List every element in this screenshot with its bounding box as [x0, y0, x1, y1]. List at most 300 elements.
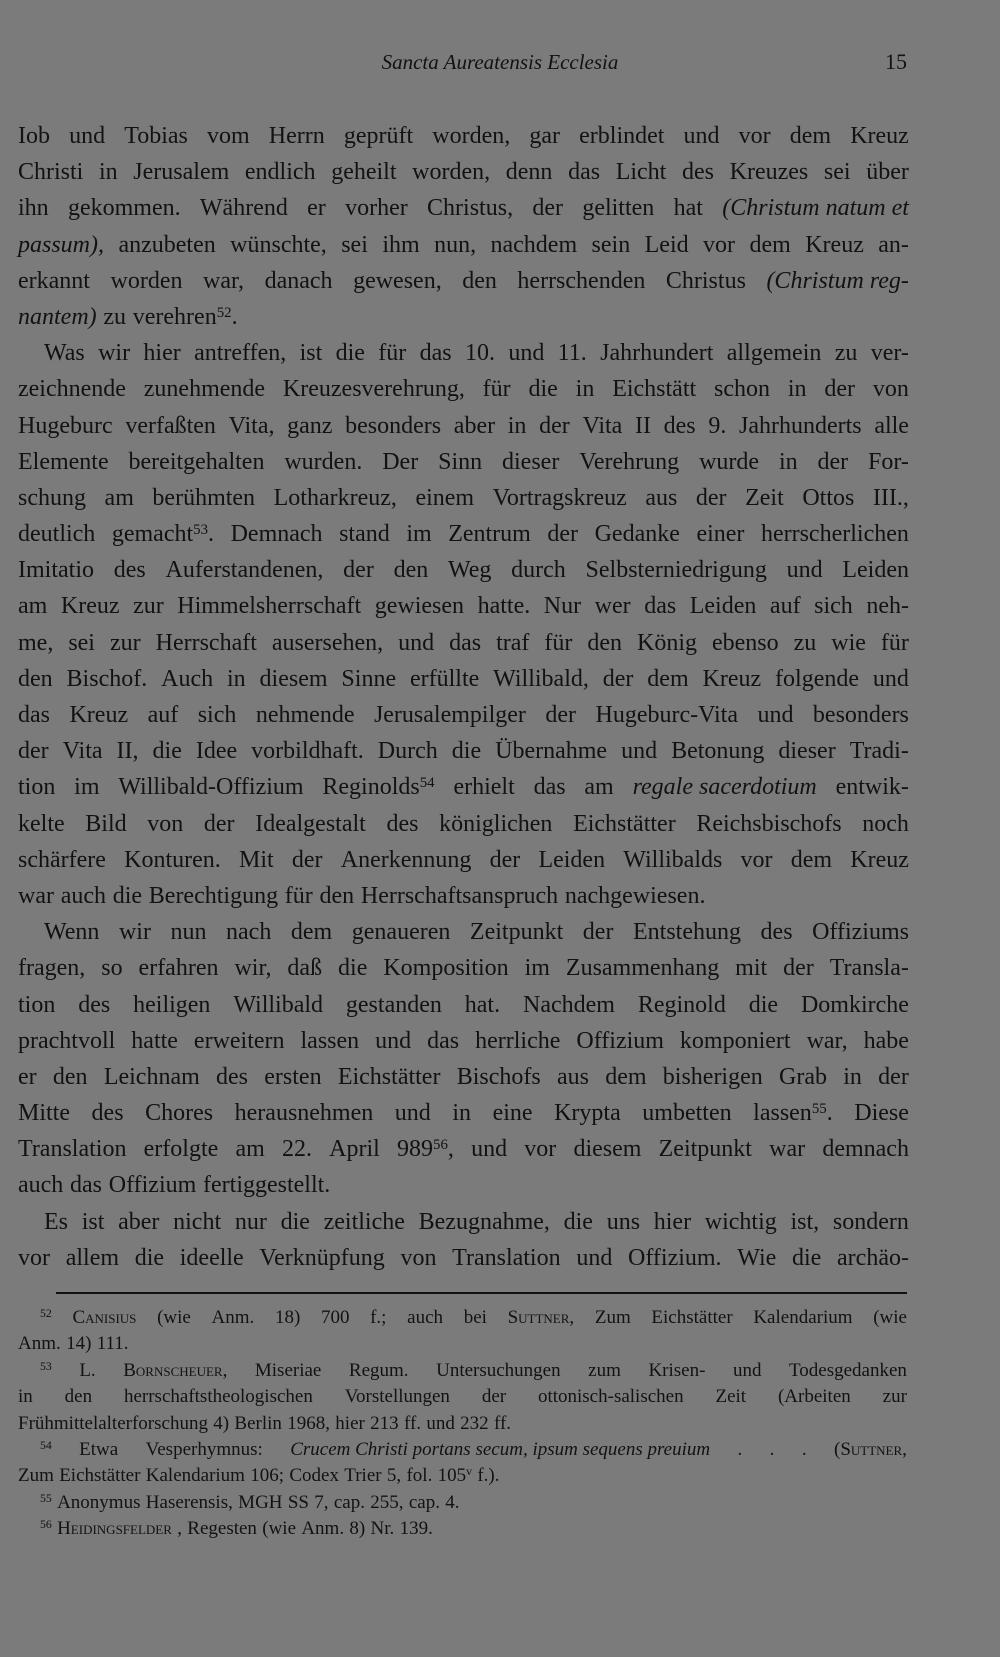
word: auch [18, 1172, 64, 1199]
word: den [587, 629, 623, 656]
word: nach [226, 919, 272, 946]
word: des [78, 991, 111, 1018]
footnote-divider [56, 1292, 907, 1294]
word: war, [806, 1027, 848, 1054]
word-group [792, 1240, 821, 1276]
word: ganz [287, 412, 333, 439]
word: für [880, 629, 909, 656]
word: Trier [344, 1465, 382, 1487]
footnote-line [18, 1411, 907, 1437]
word-group [118, 1204, 159, 1240]
word: nicht [173, 1208, 222, 1235]
word-group [738, 1437, 743, 1463]
word: Himmelsherrschaft [177, 593, 362, 620]
word-group [255, 806, 366, 842]
word: gewiesen [374, 593, 465, 620]
word-group [778, 1384, 851, 1410]
word-group [18, 444, 109, 480]
word-group [483, 371, 511, 407]
word: Vesperhymnus: [145, 1438, 263, 1460]
word: des [113, 557, 146, 584]
word: ( [833, 1438, 841, 1460]
word: Krypta [554, 1100, 621, 1127]
word: wurden. [284, 448, 363, 475]
word: sein [591, 231, 631, 258]
word-group [18, 661, 53, 697]
word: die [528, 376, 558, 403]
word-group [584, 769, 613, 805]
word: Krisen- [648, 1359, 706, 1381]
word-group [374, 697, 526, 733]
word: Licht [615, 159, 667, 186]
word: Idealgestalt [255, 810, 366, 837]
word-group [287, 1411, 330, 1437]
word: des [216, 1063, 249, 1090]
word-group [260, 661, 328, 697]
word: das [18, 702, 50, 728]
word: Iob [18, 123, 50, 149]
word: berühmten [152, 484, 256, 511]
word-group [69, 118, 105, 154]
word: Konturen. [124, 846, 221, 873]
word-group [187, 1516, 257, 1542]
word-group [671, 733, 764, 769]
word: Jerusalempilger [373, 702, 526, 728]
word-group [394, 552, 429, 588]
word-group [529, 371, 558, 407]
word-group [633, 914, 741, 950]
word: allem [65, 1244, 120, 1271]
word-group [18, 697, 50, 733]
word-group [638, 987, 726, 1023]
word: Imitatio [18, 557, 94, 584]
word: . [826, 1100, 833, 1127]
word-group [843, 1059, 862, 1095]
word-group [18, 118, 50, 154]
word-group [301, 1023, 360, 1059]
word: genaueren [351, 919, 451, 946]
running-title: Sancta Aureatensis Ecclesia [381, 50, 619, 74]
word-group [144, 371, 265, 407]
word-group [344, 118, 413, 154]
word-group [824, 371, 855, 407]
word-group [370, 1305, 386, 1331]
word-group [745, 480, 784, 516]
word: Komposition [383, 955, 509, 982]
word: am [235, 1136, 265, 1163]
word-group [812, 914, 909, 950]
word: in [507, 412, 527, 439]
word: erkannt [18, 267, 90, 294]
word-group [112, 516, 214, 552]
word: komponiert [679, 1027, 791, 1054]
word-group [680, 1023, 791, 1059]
word: den [393, 557, 429, 584]
word-group [779, 444, 798, 480]
word-group [124, 842, 221, 878]
word: . [801, 1438, 807, 1460]
word: ihm [382, 231, 420, 258]
footnote-ref: 53 [40, 1359, 52, 1373]
word: zeitliche [323, 1208, 405, 1235]
body-line [18, 625, 909, 661]
word: hier [335, 1412, 365, 1434]
word: 139. [399, 1518, 433, 1540]
word-group [427, 190, 513, 226]
word: Leid [644, 231, 689, 258]
word-group [616, 154, 667, 190]
word: Hugeburc [18, 412, 113, 439]
word-group [63, 733, 103, 769]
word: zum [588, 1359, 621, 1381]
word: Kreuzes [729, 159, 809, 186]
word-group [125, 408, 216, 444]
word: Grab [779, 1063, 827, 1090]
word: das [427, 1027, 460, 1054]
word: Tobias [124, 123, 188, 149]
word: 213 [370, 1412, 399, 1434]
body-line [18, 733, 909, 769]
page-number: 15 [885, 49, 907, 74]
italic-text: nantem) [18, 303, 97, 330]
word: vor [738, 123, 771, 149]
word: Jerusalem [133, 159, 230, 186]
word-group [111, 263, 183, 299]
word-group [307, 190, 326, 226]
word-group [18, 190, 49, 226]
word: bei [463, 1307, 487, 1328]
italic-text: (Christum reg- [766, 267, 909, 294]
word: deutlich [18, 521, 96, 548]
word: April [329, 1136, 380, 1163]
word: ersten [264, 1063, 322, 1090]
word: Nr. [370, 1518, 395, 1540]
word-group [508, 408, 527, 444]
word-group [457, 1059, 541, 1095]
word-group [18, 878, 54, 914]
word-group [595, 1305, 631, 1331]
word: 4. [445, 1491, 460, 1513]
body-line [18, 661, 909, 697]
word: Weg [447, 557, 492, 584]
word: dem [749, 231, 791, 258]
word: Domkirche [800, 991, 909, 1018]
word: auch [60, 882, 107, 909]
word-group [722, 190, 909, 226]
word-group [727, 335, 822, 371]
word: der [824, 376, 856, 403]
body-line [18, 914, 909, 950]
word-group [873, 661, 909, 697]
word: Translation [18, 1136, 127, 1163]
word: 22. [281, 1136, 312, 1163]
word: herrschaftstheologischen [123, 1386, 313, 1408]
word-group [283, 371, 465, 407]
word-group [341, 661, 396, 697]
word-group [287, 950, 322, 986]
word-group [684, 118, 720, 154]
word-group [837, 1240, 909, 1276]
word-group [769, 1131, 805, 1167]
body-line [18, 227, 909, 263]
word: und [375, 1027, 412, 1054]
word-group [53, 1059, 88, 1095]
word-group [68, 625, 95, 661]
word: Gedanke [594, 521, 680, 548]
word: Eichstätter [573, 810, 676, 837]
word-group [557, 1059, 589, 1095]
word: und [576, 1244, 613, 1271]
word: fol. [406, 1465, 433, 1487]
word: aus [556, 1063, 589, 1090]
word: Idee [195, 738, 238, 765]
word: Kreuz [60, 593, 120, 620]
word: das [533, 774, 566, 801]
word-group [282, 1131, 312, 1167]
word: erfolgte [143, 1136, 219, 1163]
word: für [378, 340, 407, 367]
word-group [573, 806, 676, 842]
word: den [319, 882, 355, 909]
word: 4) [213, 1412, 230, 1434]
footnote-ref: 55 [40, 1491, 52, 1505]
word: 7, [314, 1491, 329, 1513]
word: Kreuz [702, 665, 762, 692]
body-line [18, 987, 909, 1023]
word-group [824, 154, 851, 190]
word-group [204, 806, 235, 842]
word-group [143, 335, 180, 371]
word: der [343, 557, 374, 584]
word: dieser [502, 448, 560, 475]
word: Auferstandenen, [165, 557, 324, 584]
word: Untersuchungen [436, 1359, 561, 1381]
word: des [91, 1100, 124, 1127]
word: Christus [665, 267, 746, 294]
word: in [18, 1386, 33, 1408]
word: L. [79, 1359, 96, 1381]
word: lassen [300, 1027, 360, 1054]
word-group [741, 842, 773, 878]
word-group [131, 1023, 178, 1059]
word: Offizium. [628, 1244, 722, 1271]
word: Christi [18, 159, 84, 186]
word-group [409, 1490, 440, 1516]
word-group [264, 1059, 321, 1095]
word-group [149, 878, 278, 914]
word-group [749, 987, 778, 1023]
word: II, [116, 738, 139, 765]
word-group [82, 1204, 105, 1240]
word-group [778, 733, 835, 769]
word: umbetten [642, 1100, 732, 1127]
word-group [529, 118, 560, 154]
word-group [59, 1463, 140, 1489]
word-group [229, 408, 275, 444]
word-group [864, 1023, 909, 1059]
word: und [471, 1136, 508, 1163]
word: für [544, 629, 573, 656]
word-group [329, 1131, 380, 1167]
body-line [18, 769, 909, 805]
word-group [341, 227, 368, 263]
word-group [161, 661, 213, 697]
word-group [18, 371, 126, 407]
word-group [400, 1516, 433, 1542]
word: noch [862, 810, 909, 837]
word-group [336, 335, 365, 371]
word-group [491, 227, 578, 263]
word-group [386, 806, 418, 842]
word: Willibald, [493, 665, 589, 692]
word-group [623, 842, 722, 878]
word: in [778, 448, 798, 475]
word-group [532, 190, 563, 226]
word-group [524, 1131, 556, 1167]
word-group [818, 444, 849, 480]
word-group [269, 118, 325, 154]
word: vom [206, 123, 250, 149]
word-group [101, 950, 122, 986]
word-group [109, 1167, 197, 1203]
word: erhielt [453, 774, 515, 801]
word: Zentrum [448, 521, 531, 548]
word-group [133, 588, 164, 624]
word-group [18, 625, 53, 661]
word-group [733, 1358, 762, 1384]
word-group [789, 1358, 907, 1384]
word-group [495, 733, 607, 769]
word-group [432, 118, 510, 154]
word-group [338, 950, 367, 986]
word-group [235, 1095, 374, 1131]
word-group [18, 1384, 33, 1410]
word-group [314, 1490, 328, 1516]
word-group [275, 1305, 300, 1331]
word-group [40, 1437, 52, 1463]
word: zu [834, 340, 858, 367]
word: erweitern [193, 1027, 285, 1054]
word: und [394, 1100, 431, 1127]
word: neh- [866, 593, 909, 620]
word-group [231, 516, 323, 552]
word: nur [234, 1208, 267, 1235]
word: dem [790, 846, 833, 873]
footnote-line [18, 1305, 907, 1331]
word: nun [170, 919, 207, 946]
word-group [588, 1358, 621, 1384]
word: Vita [582, 412, 623, 439]
word-group [739, 408, 862, 444]
word-group [635, 408, 651, 444]
word-group [194, 335, 286, 371]
word: zu [103, 303, 127, 330]
word: wer [594, 593, 631, 620]
word: Vita [62, 738, 103, 765]
word-group [346, 987, 442, 1023]
word-group [370, 1490, 403, 1516]
word-group [320, 878, 355, 914]
word-group [850, 842, 909, 878]
italic-text: Crucem Christi portans secum, ipsum sequens preuium [290, 1438, 711, 1460]
word: archäo- [837, 1244, 909, 1271]
word: geprüft [343, 123, 414, 149]
word: (Arbeiten [777, 1386, 851, 1408]
word-group [714, 371, 770, 407]
word: 11. [557, 340, 587, 367]
word: gemacht [111, 521, 194, 548]
word: einer [696, 521, 745, 548]
word: zur [109, 629, 141, 656]
word-group [44, 914, 99, 950]
word-group [40, 1516, 52, 1542]
word-group [44, 335, 85, 371]
word-group [85, 806, 126, 842]
word: wünschte, [230, 231, 327, 258]
word: Herrschaftsanspruch [360, 882, 559, 909]
word: wie [831, 629, 866, 656]
word-group [757, 697, 793, 733]
word-group [448, 516, 531, 552]
word-group [438, 1463, 472, 1489]
word-group [371, 1516, 395, 1542]
word: hatte [131, 1027, 178, 1054]
word: , [447, 1136, 454, 1163]
word: schärfere [18, 846, 106, 873]
word: ottonisch-salischen [537, 1386, 684, 1408]
word-group [576, 1240, 612, 1276]
word-group [18, 588, 47, 624]
italic-text: passum), [18, 231, 105, 258]
word-group [289, 1463, 339, 1489]
body-line [18, 335, 909, 371]
word: Bild [85, 810, 127, 837]
word: erfüllte [409, 665, 480, 692]
body-line [18, 118, 909, 154]
word: Vorstellungen [344, 1386, 450, 1408]
word: sei [68, 629, 95, 656]
word: des [663, 412, 696, 439]
word-group [644, 588, 676, 624]
word-group [576, 371, 595, 407]
body-line [18, 1059, 909, 1095]
word: herrschenden [517, 267, 646, 294]
word: das [419, 340, 452, 367]
word-group [712, 625, 779, 661]
word-group [426, 1411, 455, 1437]
word-group [265, 263, 333, 299]
word: den [462, 267, 497, 294]
word-group [452, 1095, 471, 1131]
body-line [18, 1023, 909, 1059]
body-line [18, 516, 909, 552]
footnote-line [18, 1516, 907, 1542]
word-group [233, 987, 323, 1023]
word-group [300, 335, 323, 371]
word-group [779, 1059, 827, 1095]
word-group [18, 408, 113, 444]
word: . [208, 521, 215, 548]
word: die [791, 1244, 822, 1271]
word: Sinn [438, 448, 483, 475]
word-group [406, 516, 431, 552]
word-group [445, 1490, 459, 1516]
word: nun, [434, 231, 477, 258]
word: im [524, 955, 550, 982]
word-group [255, 1358, 321, 1384]
word: die [280, 1208, 310, 1235]
word: gekommen. [67, 195, 181, 222]
